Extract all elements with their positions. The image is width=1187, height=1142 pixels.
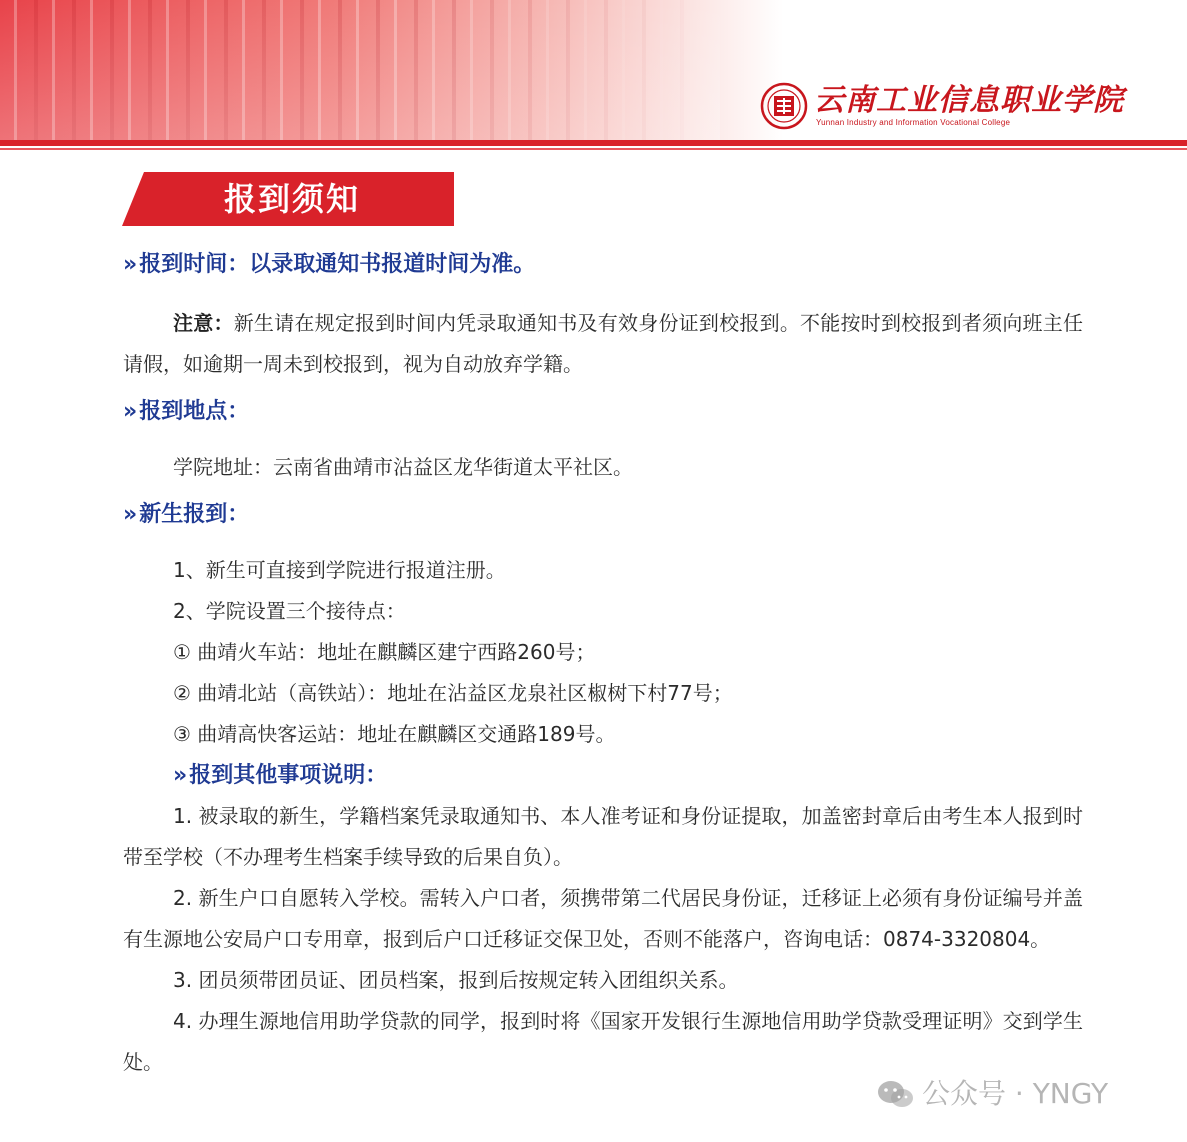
wechat-icon — [876, 1079, 916, 1111]
header-divider — [0, 140, 1187, 146]
wechat-watermark: 公众号 · YNGY — [876, 1072, 1108, 1112]
list-item: 2、学院设置三个接待点： — [173, 599, 406, 623]
other-paragraph: 3. 团员须带团员证、团员档案，报到后按规定转入团组织关系。 — [173, 968, 739, 992]
page-title: 报到须知 — [223, 180, 360, 218]
notice-content — [123, 250, 1083, 1083]
college-name-en: Yunnan Industry and Information Vocational College — [816, 118, 1011, 127]
chevron-double-right-icon: » — [123, 502, 136, 527]
other-paragraph: 4. 办理生源地信用助学贷款的同学，报到时将《国家开发银行生源地信用助学贷款受理证明》交到学生处。 — [123, 1009, 1083, 1074]
time-note: 注意：新生请在规定报到时间内凭录取通知书及有效身份证到校报到。不能按时到校报到者须向班主任请假，如逾期一周未到校报到，视为自动放弃学籍。 — [123, 311, 1084, 376]
registration-list — [123, 550, 1083, 755]
other-paragraph: 2. 新生户口自愿转入学校。需转入户口者，须携带第二代居民身份证，迁移证上必须有身份证编号并盖有生源地公安局户口专用章，报到后户口迁移证交保卫处，否则不能落户，咨询电话：0874-3320804。 — [123, 886, 1083, 951]
list-item: 1、新生可直接到学院进行报道注册。 — [173, 558, 506, 582]
list-item: ③ 曲靖高快客运站：地址在麒麟区交通路189号。 — [173, 722, 616, 746]
heading-time: » 报到时间：以录取通知书报道时间为准。 — [123, 250, 1083, 280]
heading-registration: » 新生报到： — [123, 500, 1083, 530]
heading-other: » 报到其他事项说明： — [123, 755, 1083, 796]
heading-place: » 报到地点： — [123, 397, 1083, 427]
other-paragraphs — [123, 796, 1083, 1083]
chevron-double-right-icon: » — [123, 399, 136, 424]
other-paragraph: 1. 被录取的新生，学籍档案凭录取通知书、本人准考证和身份证提取，加盖密封章后由考生本人报到时带至学校（不办理考生档案手续导致的后果自负）。 — [123, 804, 1083, 869]
college-logo — [760, 82, 1124, 134]
chevron-double-right-icon: » — [123, 252, 136, 277]
list-item: ① 曲靖火车站：地址在麒麟区建宁西路260号； — [173, 640, 596, 664]
list-item: ② 曲靖北站（高铁站）：地址在沾益区龙泉社区椒树下村77号； — [173, 681, 733, 705]
section-title-tab — [122, 172, 454, 226]
note-label: 注意： — [173, 311, 234, 335]
chevron-double-right-icon: » — [173, 763, 186, 788]
college-seal-icon — [760, 82, 808, 130]
college-address: 学院地址：云南省曲靖市沾益区龙华街道太平社区。 — [173, 455, 633, 479]
college-name-cn: 云南工业信息职业学院 — [814, 83, 1124, 118]
